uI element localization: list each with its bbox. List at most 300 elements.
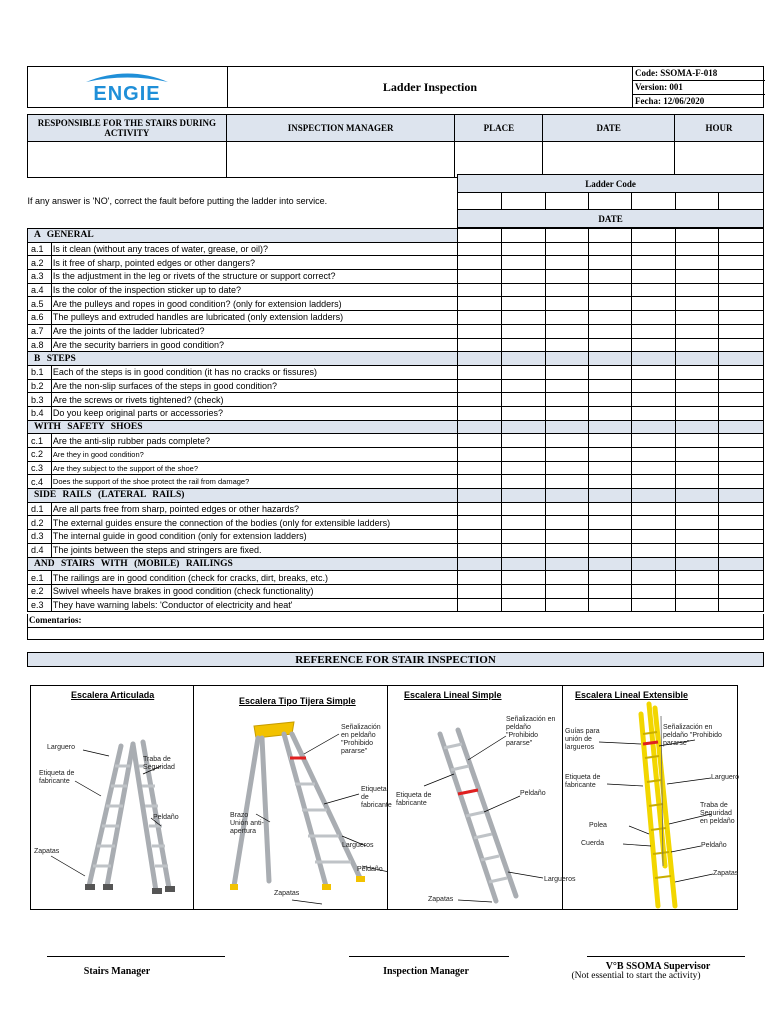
comments-box[interactable] bbox=[27, 614, 764, 640]
answer-cell[interactable] bbox=[588, 543, 632, 557]
section-header: WITH SAFETY SHOES bbox=[28, 420, 458, 434]
answer-cell[interactable] bbox=[546, 461, 589, 475]
label-etiqueta: Etiqueta de fabricante bbox=[396, 792, 432, 807]
section-fill bbox=[632, 489, 676, 503]
answer-cell[interactable] bbox=[546, 393, 589, 407]
ladder-code-cell[interactable] bbox=[719, 193, 764, 210]
answer-cell[interactable] bbox=[501, 270, 546, 284]
answer-cell[interactable] bbox=[632, 543, 676, 557]
answer-cell[interactable] bbox=[719, 406, 764, 420]
answer-cell[interactable] bbox=[546, 448, 589, 462]
answer-cell[interactable] bbox=[719, 256, 764, 270]
answer-cell[interactable] bbox=[719, 393, 764, 407]
answer-cell[interactable] bbox=[546, 365, 589, 379]
label-brazo: Brazo Unión anti-apertura bbox=[230, 812, 264, 835]
comments-divider bbox=[28, 627, 763, 628]
date-label: DATE bbox=[458, 210, 764, 228]
item-number: d.3 bbox=[28, 530, 52, 544]
panel-articulada bbox=[31, 686, 194, 909]
responsible-field[interactable] bbox=[28, 142, 227, 178]
answer-cell[interactable] bbox=[675, 338, 719, 352]
checklist-row bbox=[28, 571, 764, 585]
answer-cell[interactable] bbox=[675, 530, 719, 544]
section-fill bbox=[588, 489, 632, 503]
item-question: Is the color of the inspection sticker up to date? bbox=[51, 283, 457, 297]
answer-cell[interactable] bbox=[501, 516, 546, 530]
item-question: Is the adjustment in the leg or rivets of the structure or support correct? bbox=[51, 270, 457, 284]
answer-cell[interactable] bbox=[588, 598, 632, 612]
reference-figures bbox=[30, 685, 738, 910]
panel-lineal-simple bbox=[388, 686, 576, 909]
section-fill bbox=[546, 420, 589, 434]
section-fill bbox=[675, 352, 719, 366]
answer-cell[interactable] bbox=[588, 270, 632, 284]
label-peldano: Peldaño bbox=[357, 866, 383, 873]
answer-cell[interactable] bbox=[458, 270, 502, 284]
section-fill bbox=[458, 557, 502, 571]
signature-stairs-manager: Stairs Manager bbox=[83, 966, 151, 977]
answer-cell[interactable] bbox=[719, 324, 764, 338]
answer-cell[interactable] bbox=[632, 571, 676, 585]
item-question: Are they subject to the support of the shoe? bbox=[51, 461, 457, 475]
answer-cell[interactable] bbox=[719, 379, 764, 393]
hour-field[interactable] bbox=[675, 142, 764, 178]
label-polea: Polea bbox=[589, 822, 607, 829]
item-question: Each of the steps is in good condition (it has no cracks or fissures) bbox=[51, 365, 457, 379]
answer-cell[interactable] bbox=[588, 434, 632, 448]
section-fill bbox=[546, 352, 589, 366]
answer-cell[interactable] bbox=[632, 584, 676, 598]
answer-cell[interactable] bbox=[719, 543, 764, 557]
checklist-row bbox=[28, 598, 764, 612]
section-fill bbox=[675, 489, 719, 503]
answer-cell[interactable] bbox=[632, 311, 676, 325]
answer-cell[interactable] bbox=[546, 242, 589, 256]
section-fill bbox=[588, 557, 632, 571]
answer-cell[interactable] bbox=[719, 584, 764, 598]
ladder-code-label: Ladder Code bbox=[458, 175, 764, 193]
answer-cell[interactable] bbox=[675, 502, 719, 516]
answer-cell[interactable] bbox=[632, 229, 676, 243]
item-question: Is it clean (without any traces of water, grease, or oil)? bbox=[51, 242, 457, 256]
answer-cell[interactable] bbox=[501, 283, 546, 297]
section-fill bbox=[546, 489, 589, 503]
checklist-row bbox=[28, 365, 764, 379]
answer-cell[interactable] bbox=[546, 434, 589, 448]
ladder-code-cell[interactable] bbox=[458, 193, 502, 210]
answer-cell[interactable] bbox=[588, 530, 632, 544]
date-field[interactable] bbox=[543, 142, 675, 178]
panel-title: Escalera Lineal Simple bbox=[404, 690, 502, 700]
answer-cell[interactable] bbox=[546, 516, 589, 530]
answer-cell[interactable] bbox=[546, 324, 589, 338]
answer-cell[interactable] bbox=[501, 571, 546, 585]
checklist-row bbox=[28, 242, 764, 256]
section-fill bbox=[546, 557, 589, 571]
answer-cell[interactable] bbox=[458, 543, 502, 557]
answer-cell[interactable] bbox=[632, 283, 676, 297]
answer-cell[interactable] bbox=[719, 365, 764, 379]
item-question: Is it free of sharp, pointed edges or other dangers? bbox=[51, 256, 457, 270]
answer-cell[interactable] bbox=[588, 502, 632, 516]
answer-cell[interactable] bbox=[546, 379, 589, 393]
answer-cell[interactable] bbox=[588, 297, 632, 311]
ladder-code-cell[interactable] bbox=[675, 193, 719, 210]
document-version: Version: 001 bbox=[633, 81, 765, 95]
answer-cell[interactable] bbox=[501, 475, 546, 489]
answer-cell[interactable] bbox=[675, 256, 719, 270]
answer-cell[interactable] bbox=[501, 338, 546, 352]
answer-cell[interactable] bbox=[458, 242, 502, 256]
answer-cell[interactable] bbox=[675, 584, 719, 598]
answer-cell[interactable] bbox=[501, 379, 546, 393]
answer-cell[interactable] bbox=[458, 475, 502, 489]
section-header: AND STAIRS WITH (MOBILE) RAILINGS bbox=[28, 557, 458, 571]
label-larguero: Larguero bbox=[711, 774, 740, 781]
answer-cell[interactable] bbox=[588, 324, 632, 338]
signature-supervisor-note: (Not essential to start the activity) bbox=[571, 971, 701, 981]
item-question: The internal guide in good condition (only for extension ladders) bbox=[51, 530, 457, 544]
answer-cell[interactable] bbox=[719, 338, 764, 352]
answer-cell[interactable] bbox=[458, 406, 502, 420]
answer-cell[interactable] bbox=[719, 242, 764, 256]
answer-cell[interactable] bbox=[546, 406, 589, 420]
ladder-code-cell[interactable] bbox=[632, 193, 676, 210]
item-number: a.5 bbox=[28, 297, 52, 311]
item-question: Are the non-slip surfaces of the steps in good condition? bbox=[51, 379, 457, 393]
answer-cell[interactable] bbox=[501, 256, 546, 270]
answer-cell[interactable] bbox=[501, 365, 546, 379]
inspection-manager-field[interactable] bbox=[226, 142, 455, 178]
answer-cell[interactable] bbox=[632, 324, 676, 338]
item-question: The pulleys and extruded handles are lubricated (only extension ladders) bbox=[51, 311, 457, 325]
label-etiqueta: Etiqueta de fabricante bbox=[39, 770, 75, 785]
answer-cell[interactable] bbox=[632, 516, 676, 530]
answer-cell[interactable] bbox=[588, 406, 632, 420]
answer-cell[interactable] bbox=[675, 270, 719, 284]
col-hour: HOUR bbox=[675, 115, 764, 142]
item-number: c.3 bbox=[28, 461, 52, 475]
answer-cell[interactable] bbox=[458, 448, 502, 462]
answer-cell[interactable] bbox=[501, 461, 546, 475]
checklist-row bbox=[28, 502, 764, 516]
answer-cell[interactable] bbox=[458, 256, 502, 270]
answer-cell[interactable] bbox=[458, 297, 502, 311]
checklist-table bbox=[27, 174, 764, 612]
engie-logo bbox=[28, 67, 228, 107]
answer-cell[interactable] bbox=[675, 598, 719, 612]
answer-cell[interactable] bbox=[632, 530, 676, 544]
item-number: a.7 bbox=[28, 324, 52, 338]
checklist-row bbox=[28, 448, 764, 462]
articulated-ladder-illustration bbox=[31, 686, 194, 909]
answer-cell[interactable] bbox=[675, 516, 719, 530]
answer-cell[interactable] bbox=[501, 393, 546, 407]
answer-cell[interactable] bbox=[458, 311, 502, 325]
item-number: b.2 bbox=[28, 379, 52, 393]
checklist-row bbox=[28, 393, 764, 407]
label-zapatas: Zapatas bbox=[274, 890, 300, 897]
answer-cell[interactable] bbox=[588, 475, 632, 489]
answer-cell[interactable] bbox=[501, 584, 546, 598]
answer-cell[interactable] bbox=[546, 584, 589, 598]
answer-cell[interactable] bbox=[675, 324, 719, 338]
answer-cell[interactable] bbox=[675, 379, 719, 393]
answer-cell[interactable] bbox=[675, 571, 719, 585]
signature-line-supervisor bbox=[587, 956, 745, 957]
answer-cell[interactable] bbox=[546, 256, 589, 270]
checklist-row bbox=[28, 311, 764, 325]
col-inspection-manager: INSPECTION MANAGER bbox=[226, 115, 455, 142]
section-fill bbox=[501, 420, 546, 434]
answer-cell[interactable] bbox=[458, 571, 502, 585]
answer-cell[interactable] bbox=[588, 584, 632, 598]
answer-cell[interactable] bbox=[588, 229, 632, 243]
section-fill bbox=[675, 420, 719, 434]
document-header bbox=[27, 66, 764, 108]
answer-cell[interactable] bbox=[588, 256, 632, 270]
item-question: Are the pulleys and ropes in good condition? (only for extension ladders) bbox=[51, 297, 457, 311]
answer-cell[interactable] bbox=[675, 461, 719, 475]
item-number: b.1 bbox=[28, 365, 52, 379]
answer-cell[interactable] bbox=[632, 338, 676, 352]
item-question: The railings are in good condition (check for cracks, dirt, breaks, etc.) bbox=[51, 571, 457, 585]
answer-cell[interactable] bbox=[588, 448, 632, 462]
item-question: Are the joints of the ladder lubricated? bbox=[51, 324, 457, 338]
answer-cell[interactable] bbox=[588, 393, 632, 407]
answer-cell[interactable] bbox=[719, 461, 764, 475]
answer-cell[interactable] bbox=[546, 530, 589, 544]
answer-cell[interactable] bbox=[501, 598, 546, 612]
answer-cell[interactable] bbox=[719, 283, 764, 297]
item-number: c.4 bbox=[28, 475, 52, 489]
answer-cell[interactable] bbox=[458, 338, 502, 352]
section-fill bbox=[632, 352, 676, 366]
answer-cell[interactable] bbox=[719, 598, 764, 612]
item-question: They have warning labels: 'Conductor of electricity and heat' bbox=[51, 598, 457, 612]
answer-cell[interactable] bbox=[719, 516, 764, 530]
document-meta bbox=[633, 67, 765, 107]
label-peldano: Peldaño bbox=[701, 842, 727, 849]
answer-cell[interactable] bbox=[458, 434, 502, 448]
item-number: e.2 bbox=[28, 584, 52, 598]
answer-cell[interactable] bbox=[675, 434, 719, 448]
checklist-row bbox=[28, 256, 764, 270]
answer-cell[interactable] bbox=[458, 283, 502, 297]
label-largueros: Largueros bbox=[342, 842, 374, 849]
answer-cell[interactable] bbox=[501, 324, 546, 338]
answer-cell[interactable] bbox=[632, 242, 676, 256]
item-number: a.2 bbox=[28, 256, 52, 270]
answer-cell[interactable] bbox=[632, 379, 676, 393]
answer-cell[interactable] bbox=[546, 297, 589, 311]
item-number: e.1 bbox=[28, 571, 52, 585]
step-ladder-illustration bbox=[194, 686, 392, 909]
answer-cell[interactable] bbox=[588, 338, 632, 352]
answer-cell[interactable] bbox=[501, 406, 546, 420]
item-question: The joints between the steps and stringers are fixed. bbox=[51, 543, 457, 557]
answer-cell[interactable] bbox=[632, 297, 676, 311]
answer-cell[interactable] bbox=[632, 270, 676, 284]
answer-cell[interactable] bbox=[501, 448, 546, 462]
answer-cell[interactable] bbox=[588, 283, 632, 297]
answer-cell[interactable] bbox=[458, 365, 502, 379]
checklist-row bbox=[28, 379, 764, 393]
label-traba: Traba de Seguridad bbox=[143, 756, 175, 771]
section-fill bbox=[632, 420, 676, 434]
answer-cell[interactable] bbox=[675, 297, 719, 311]
answer-cell[interactable] bbox=[458, 516, 502, 530]
section-fill bbox=[675, 557, 719, 571]
answer-cell[interactable] bbox=[458, 598, 502, 612]
checklist-row bbox=[28, 338, 764, 352]
answer-cell[interactable] bbox=[675, 229, 719, 243]
answer-cell[interactable] bbox=[675, 475, 719, 489]
answer-cell[interactable] bbox=[501, 530, 546, 544]
signature-line-inspection bbox=[349, 956, 509, 957]
checklist-row bbox=[28, 530, 764, 544]
answer-cell[interactable] bbox=[458, 461, 502, 475]
answer-cell[interactable] bbox=[546, 229, 589, 243]
col-place: PLACE bbox=[455, 115, 543, 142]
answer-cell[interactable] bbox=[458, 530, 502, 544]
answer-cell[interactable] bbox=[675, 406, 719, 420]
answer-cell[interactable] bbox=[632, 598, 676, 612]
answer-cell[interactable] bbox=[501, 229, 546, 243]
answer-cell[interactable] bbox=[458, 324, 502, 338]
answer-cell[interactable] bbox=[719, 229, 764, 243]
checklist-row bbox=[28, 516, 764, 530]
item-question: Are all parts free from sharp, pointed edges or other hazards? bbox=[51, 502, 457, 516]
ladder-code-cell[interactable] bbox=[501, 193, 546, 210]
section-fill bbox=[501, 352, 546, 366]
answer-cell[interactable] bbox=[546, 571, 589, 585]
answer-cell[interactable] bbox=[501, 502, 546, 516]
answer-cell[interactable] bbox=[675, 311, 719, 325]
section-fill bbox=[719, 489, 764, 503]
answer-cell[interactable] bbox=[546, 283, 589, 297]
answer-cell[interactable] bbox=[588, 242, 632, 256]
answer-cell[interactable] bbox=[546, 338, 589, 352]
answer-cell[interactable] bbox=[719, 502, 764, 516]
answer-cell[interactable] bbox=[588, 311, 632, 325]
section-fill bbox=[458, 420, 502, 434]
answer-cell[interactable] bbox=[632, 448, 676, 462]
answer-cell[interactable] bbox=[675, 448, 719, 462]
answer-cell[interactable] bbox=[501, 242, 546, 256]
label-largueros: Largueros bbox=[544, 876, 576, 883]
answer-cell[interactable] bbox=[458, 229, 502, 243]
answer-cell[interactable] bbox=[632, 256, 676, 270]
answer-cell[interactable] bbox=[675, 242, 719, 256]
answer-cell[interactable] bbox=[719, 571, 764, 585]
ladder-code-cell[interactable] bbox=[546, 193, 589, 210]
section-fill bbox=[458, 489, 502, 503]
answer-cell[interactable] bbox=[546, 475, 589, 489]
answer-cell[interactable] bbox=[546, 598, 589, 612]
answer-cell[interactable] bbox=[501, 311, 546, 325]
item-number: a.8 bbox=[28, 338, 52, 352]
answer-cell[interactable] bbox=[675, 283, 719, 297]
answer-cell[interactable] bbox=[458, 393, 502, 407]
answer-cell[interactable] bbox=[458, 584, 502, 598]
answer-cell[interactable] bbox=[719, 270, 764, 284]
answer-cell[interactable] bbox=[458, 379, 502, 393]
answer-cell[interactable] bbox=[632, 434, 676, 448]
label-zapatas: Zapatas bbox=[34, 848, 60, 855]
item-number: c.2 bbox=[28, 448, 52, 462]
answer-cell[interactable] bbox=[588, 461, 632, 475]
checklist-row bbox=[28, 543, 764, 557]
reference-title: REFERENCE FOR STAIR INSPECTION bbox=[27, 652, 764, 667]
item-number: b.3 bbox=[28, 393, 52, 407]
signature-line-stairs bbox=[47, 956, 225, 957]
answer-cell[interactable] bbox=[588, 379, 632, 393]
label-guias: Guías para unión de largueros bbox=[565, 728, 600, 751]
answer-cell[interactable] bbox=[632, 475, 676, 489]
answer-cell[interactable] bbox=[719, 530, 764, 544]
answer-cell[interactable] bbox=[719, 297, 764, 311]
answer-cell[interactable] bbox=[458, 502, 502, 516]
item-number: a.4 bbox=[28, 283, 52, 297]
col-responsible: RESPONSIBLE FOR THE STAIRS DURING ACTIVITY bbox=[28, 115, 227, 142]
answer-cell[interactable] bbox=[501, 434, 546, 448]
item-question: Does the support of the shoe protect the rail from damage? bbox=[51, 475, 457, 489]
answer-cell[interactable] bbox=[719, 434, 764, 448]
checklist-row bbox=[28, 584, 764, 598]
label-senalizacion: Señalización en peldaño "Prohibido pararse" bbox=[663, 724, 722, 747]
label-zapatas: Zapatas bbox=[713, 870, 739, 877]
answer-cell[interactable] bbox=[546, 311, 589, 325]
checklist-row bbox=[28, 283, 764, 297]
answer-cell[interactable] bbox=[501, 297, 546, 311]
label-peldano: Peldaño bbox=[153, 814, 179, 821]
answer-cell[interactable] bbox=[632, 461, 676, 475]
answer-cell[interactable] bbox=[501, 543, 546, 557]
section-header: B STEPS bbox=[28, 352, 458, 366]
answer-cell[interactable] bbox=[546, 502, 589, 516]
panel-title: Escalera Articulada bbox=[71, 690, 155, 700]
answer-cell[interactable] bbox=[675, 543, 719, 557]
place-field[interactable] bbox=[455, 142, 543, 178]
answer-cell[interactable] bbox=[719, 448, 764, 462]
answer-cell[interactable] bbox=[632, 502, 676, 516]
item-question: Are they in good condition? bbox=[51, 448, 457, 462]
document-code: Code: SSOMA-F-018 bbox=[633, 67, 765, 81]
signature-inspection-manager: Inspection Manager bbox=[383, 966, 469, 977]
answer-cell[interactable] bbox=[588, 571, 632, 585]
answer-cell[interactable] bbox=[632, 365, 676, 379]
checklist-row bbox=[28, 324, 764, 338]
answer-cell[interactable] bbox=[588, 365, 632, 379]
answer-cell[interactable] bbox=[546, 543, 589, 557]
answer-cell[interactable] bbox=[675, 365, 719, 379]
answer-cell[interactable] bbox=[588, 516, 632, 530]
ladder-code-cell[interactable] bbox=[588, 193, 632, 210]
answer-cell[interactable] bbox=[632, 406, 676, 420]
answer-cell[interactable] bbox=[546, 270, 589, 284]
item-number: d.1 bbox=[28, 502, 52, 516]
answer-cell[interactable] bbox=[632, 393, 676, 407]
answer-cell[interactable] bbox=[719, 475, 764, 489]
answer-cell[interactable] bbox=[719, 311, 764, 325]
answer-cell[interactable] bbox=[675, 393, 719, 407]
label-senalizacion: Señalización en peldaño "Prohibido pararse" bbox=[341, 724, 381, 755]
label-larguero: Larguero bbox=[47, 744, 76, 751]
panel-lineal-extensible bbox=[563, 686, 739, 909]
section-fill bbox=[719, 420, 764, 434]
section-header: A GENERAL bbox=[28, 229, 458, 243]
